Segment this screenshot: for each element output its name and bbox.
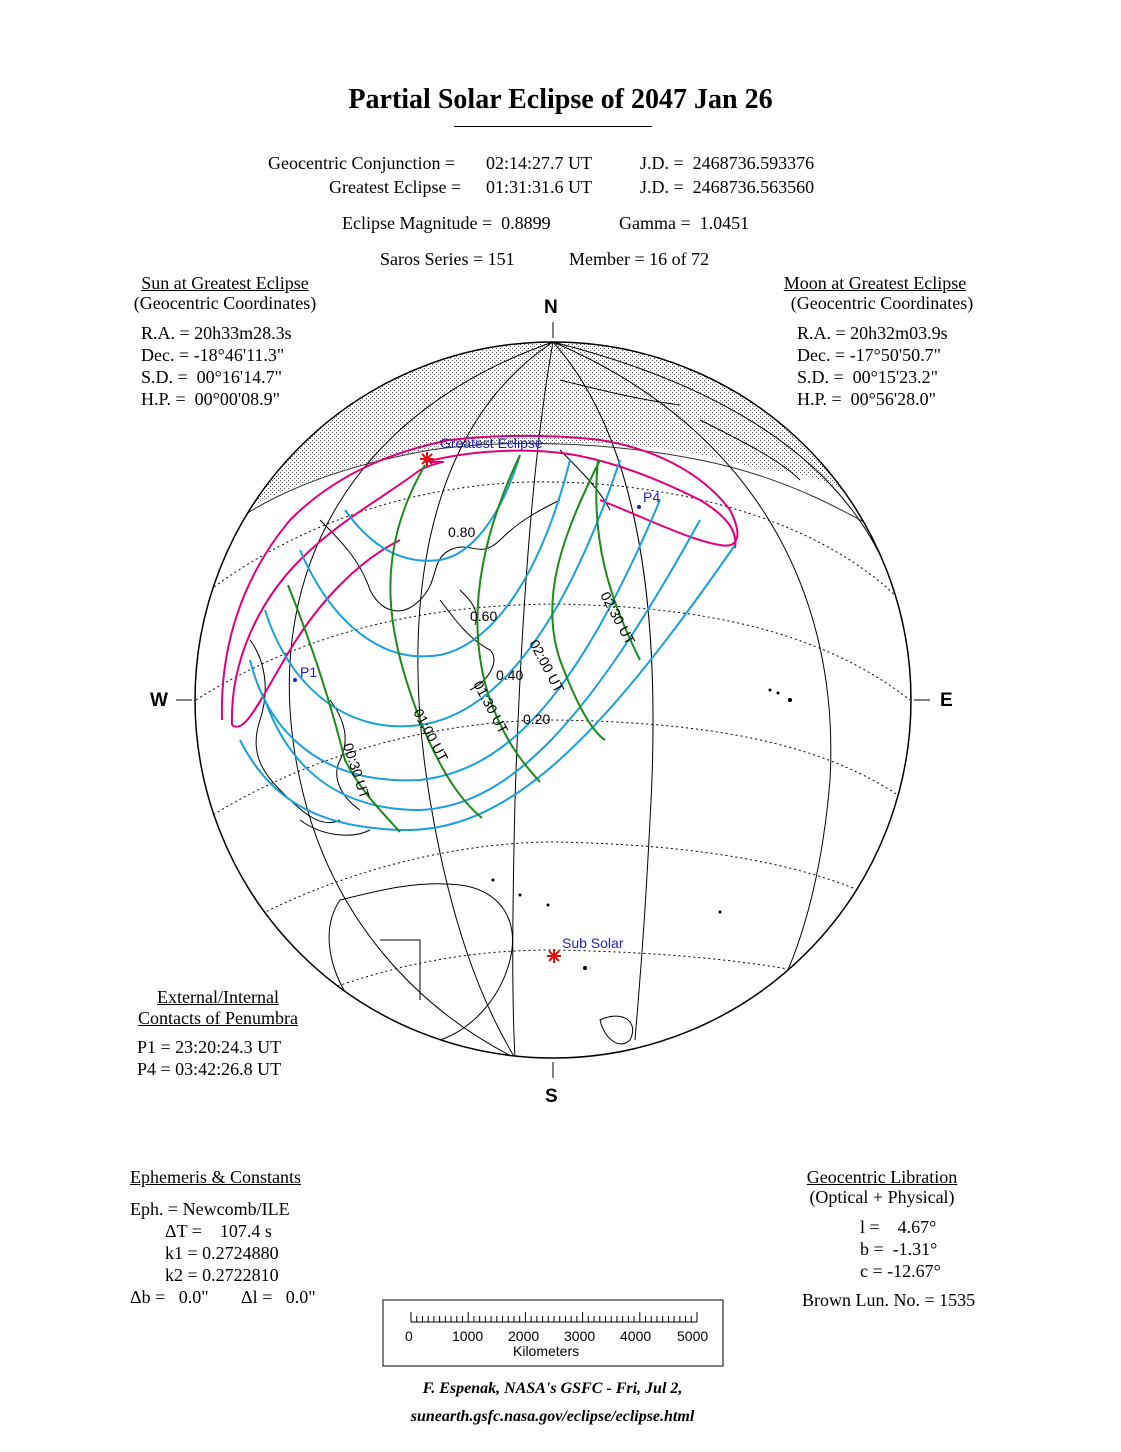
brown-lunation: Brown Lun. No. = 1535 xyxy=(802,1290,976,1310)
geo-conj-jd: J.D. = 2468736.593376 xyxy=(640,153,815,173)
moon-sd: S.D. = 00°15'23.2" xyxy=(797,367,938,387)
sub-solar-marker xyxy=(547,949,561,963)
sun-ra: R.A. = 20h33m28.3s xyxy=(141,323,292,343)
time-label-0130: 01:30 UT xyxy=(470,677,512,737)
mag-label-080: 0.80 xyxy=(448,524,476,540)
saros-member: Member = 16 of 72 xyxy=(569,249,710,269)
greatest-eclipse-marker xyxy=(420,452,434,466)
moon-subheading: (Geocentric Coordinates) xyxy=(790,293,974,313)
compass-north: N xyxy=(544,297,558,318)
moon-hp: H.P. = 00°56'28.0" xyxy=(797,389,936,409)
sun-heading: Sun at Greatest Eclipse xyxy=(141,273,309,293)
libration-l: l = 4.67° xyxy=(860,1217,937,1237)
compass-west: W xyxy=(150,690,168,711)
scale-unit: Kilometers xyxy=(513,1343,580,1359)
moon-heading: Moon at Greatest Eclipse xyxy=(783,273,967,293)
ephemeris-k2: k2 = 0.2722810 xyxy=(165,1265,279,1285)
ephemeris-k1: k1 = 0.2724880 xyxy=(165,1243,279,1263)
ephemeris-delta-l: Δl = 0.0" xyxy=(241,1287,316,1307)
time-label-0030: 00:30 UT xyxy=(340,740,374,801)
geo-conj-label: Geocentric Conjunction = xyxy=(268,153,456,173)
libration-subheading: (Optical + Physical) xyxy=(809,1187,955,1207)
contact-p1: P1 = 23:20:24.3 UT xyxy=(137,1037,282,1057)
scale-tick-3000: 3000 xyxy=(564,1328,596,1344)
scale-tick-4000: 4000 xyxy=(620,1328,652,1344)
greatest-label: Greatest Eclipse = xyxy=(329,177,462,197)
compass-south: S xyxy=(545,1086,558,1107)
time-label-0230: 02:30 UT xyxy=(597,588,639,648)
libration-c: c = -12.67° xyxy=(860,1261,941,1281)
credit-line-2: sunearth.gsfc.nasa.gov/eclipse/eclipse.html xyxy=(410,1408,695,1425)
gamma: Gamma = 1.0451 xyxy=(619,213,750,233)
ephemeris-heading: Ephemeris & Constants xyxy=(130,1167,301,1187)
p4-dot xyxy=(637,505,641,509)
libration-b: b = -1.31° xyxy=(860,1239,938,1259)
sun-subheading: (Geocentric Coordinates) xyxy=(133,293,317,313)
mag-label-060: 0.60 xyxy=(470,608,498,624)
ephemeris-delta-b: Δb = 0.0" xyxy=(130,1287,209,1307)
p1-label: P1 xyxy=(300,664,318,680)
mag-label-020: 0.20 xyxy=(523,711,551,727)
sun-hp: H.P. = 00°00'08.9" xyxy=(141,389,280,409)
time-label-0100: 01:00 UT xyxy=(410,705,452,765)
page-title: Partial Solar Eclipse of 2047 Jan 26 xyxy=(348,84,773,115)
ephemeris-delta-t: ΔT = 107.4 s xyxy=(165,1221,272,1241)
scale-tick-2000: 2000 xyxy=(508,1328,540,1344)
sub-solar-label: Sub Solar xyxy=(562,935,624,951)
libration-heading: Geocentric Libration xyxy=(806,1167,958,1187)
contacts-heading-1: External/Internal xyxy=(157,987,279,1007)
greatest-jd: J.D. = 2468736.563560 xyxy=(640,177,815,197)
ephemeris-eph: Eph. = Newcomb/ILE xyxy=(130,1199,290,1219)
greatest-time: 01:31:31.6 UT xyxy=(486,177,592,197)
credit-line-1: F. Espenak, NASA's GSFC - Fri, Jul 2, xyxy=(422,1380,683,1397)
geo-conj-time: 02:14:27.7 UT xyxy=(486,153,592,173)
moon-ra: R.A. = 20h32m03.9s xyxy=(797,323,948,343)
scale-tick-0: 0 xyxy=(405,1328,413,1344)
compass-east: E xyxy=(940,690,953,711)
contact-p4: P4 = 03:42:26.8 UT xyxy=(137,1059,282,1079)
sun-dec: Dec. = -18°46'11.3" xyxy=(141,345,285,365)
moon-dec: Dec. = -17°50'50.7" xyxy=(797,345,941,365)
scale-tick-1000: 1000 xyxy=(452,1328,484,1344)
time-label-0200: 02:00 UT xyxy=(526,636,568,696)
greatest-eclipse-label: Greatest Eclipse xyxy=(440,435,543,451)
eclipse-magnitude: Eclipse Magnitude = 0.8899 xyxy=(342,213,551,233)
saros-series: Saros Series = 151 xyxy=(380,249,515,269)
p4-label: P4 xyxy=(643,489,661,505)
mag-label-040: 0.40 xyxy=(496,667,524,683)
scale-tick-5000: 5000 xyxy=(677,1328,709,1344)
contacts-heading-2: Contacts of Penumbra xyxy=(138,1008,298,1028)
p1-dot xyxy=(293,678,297,682)
sun-sd: S.D. = 00°16'14.7" xyxy=(141,367,282,387)
